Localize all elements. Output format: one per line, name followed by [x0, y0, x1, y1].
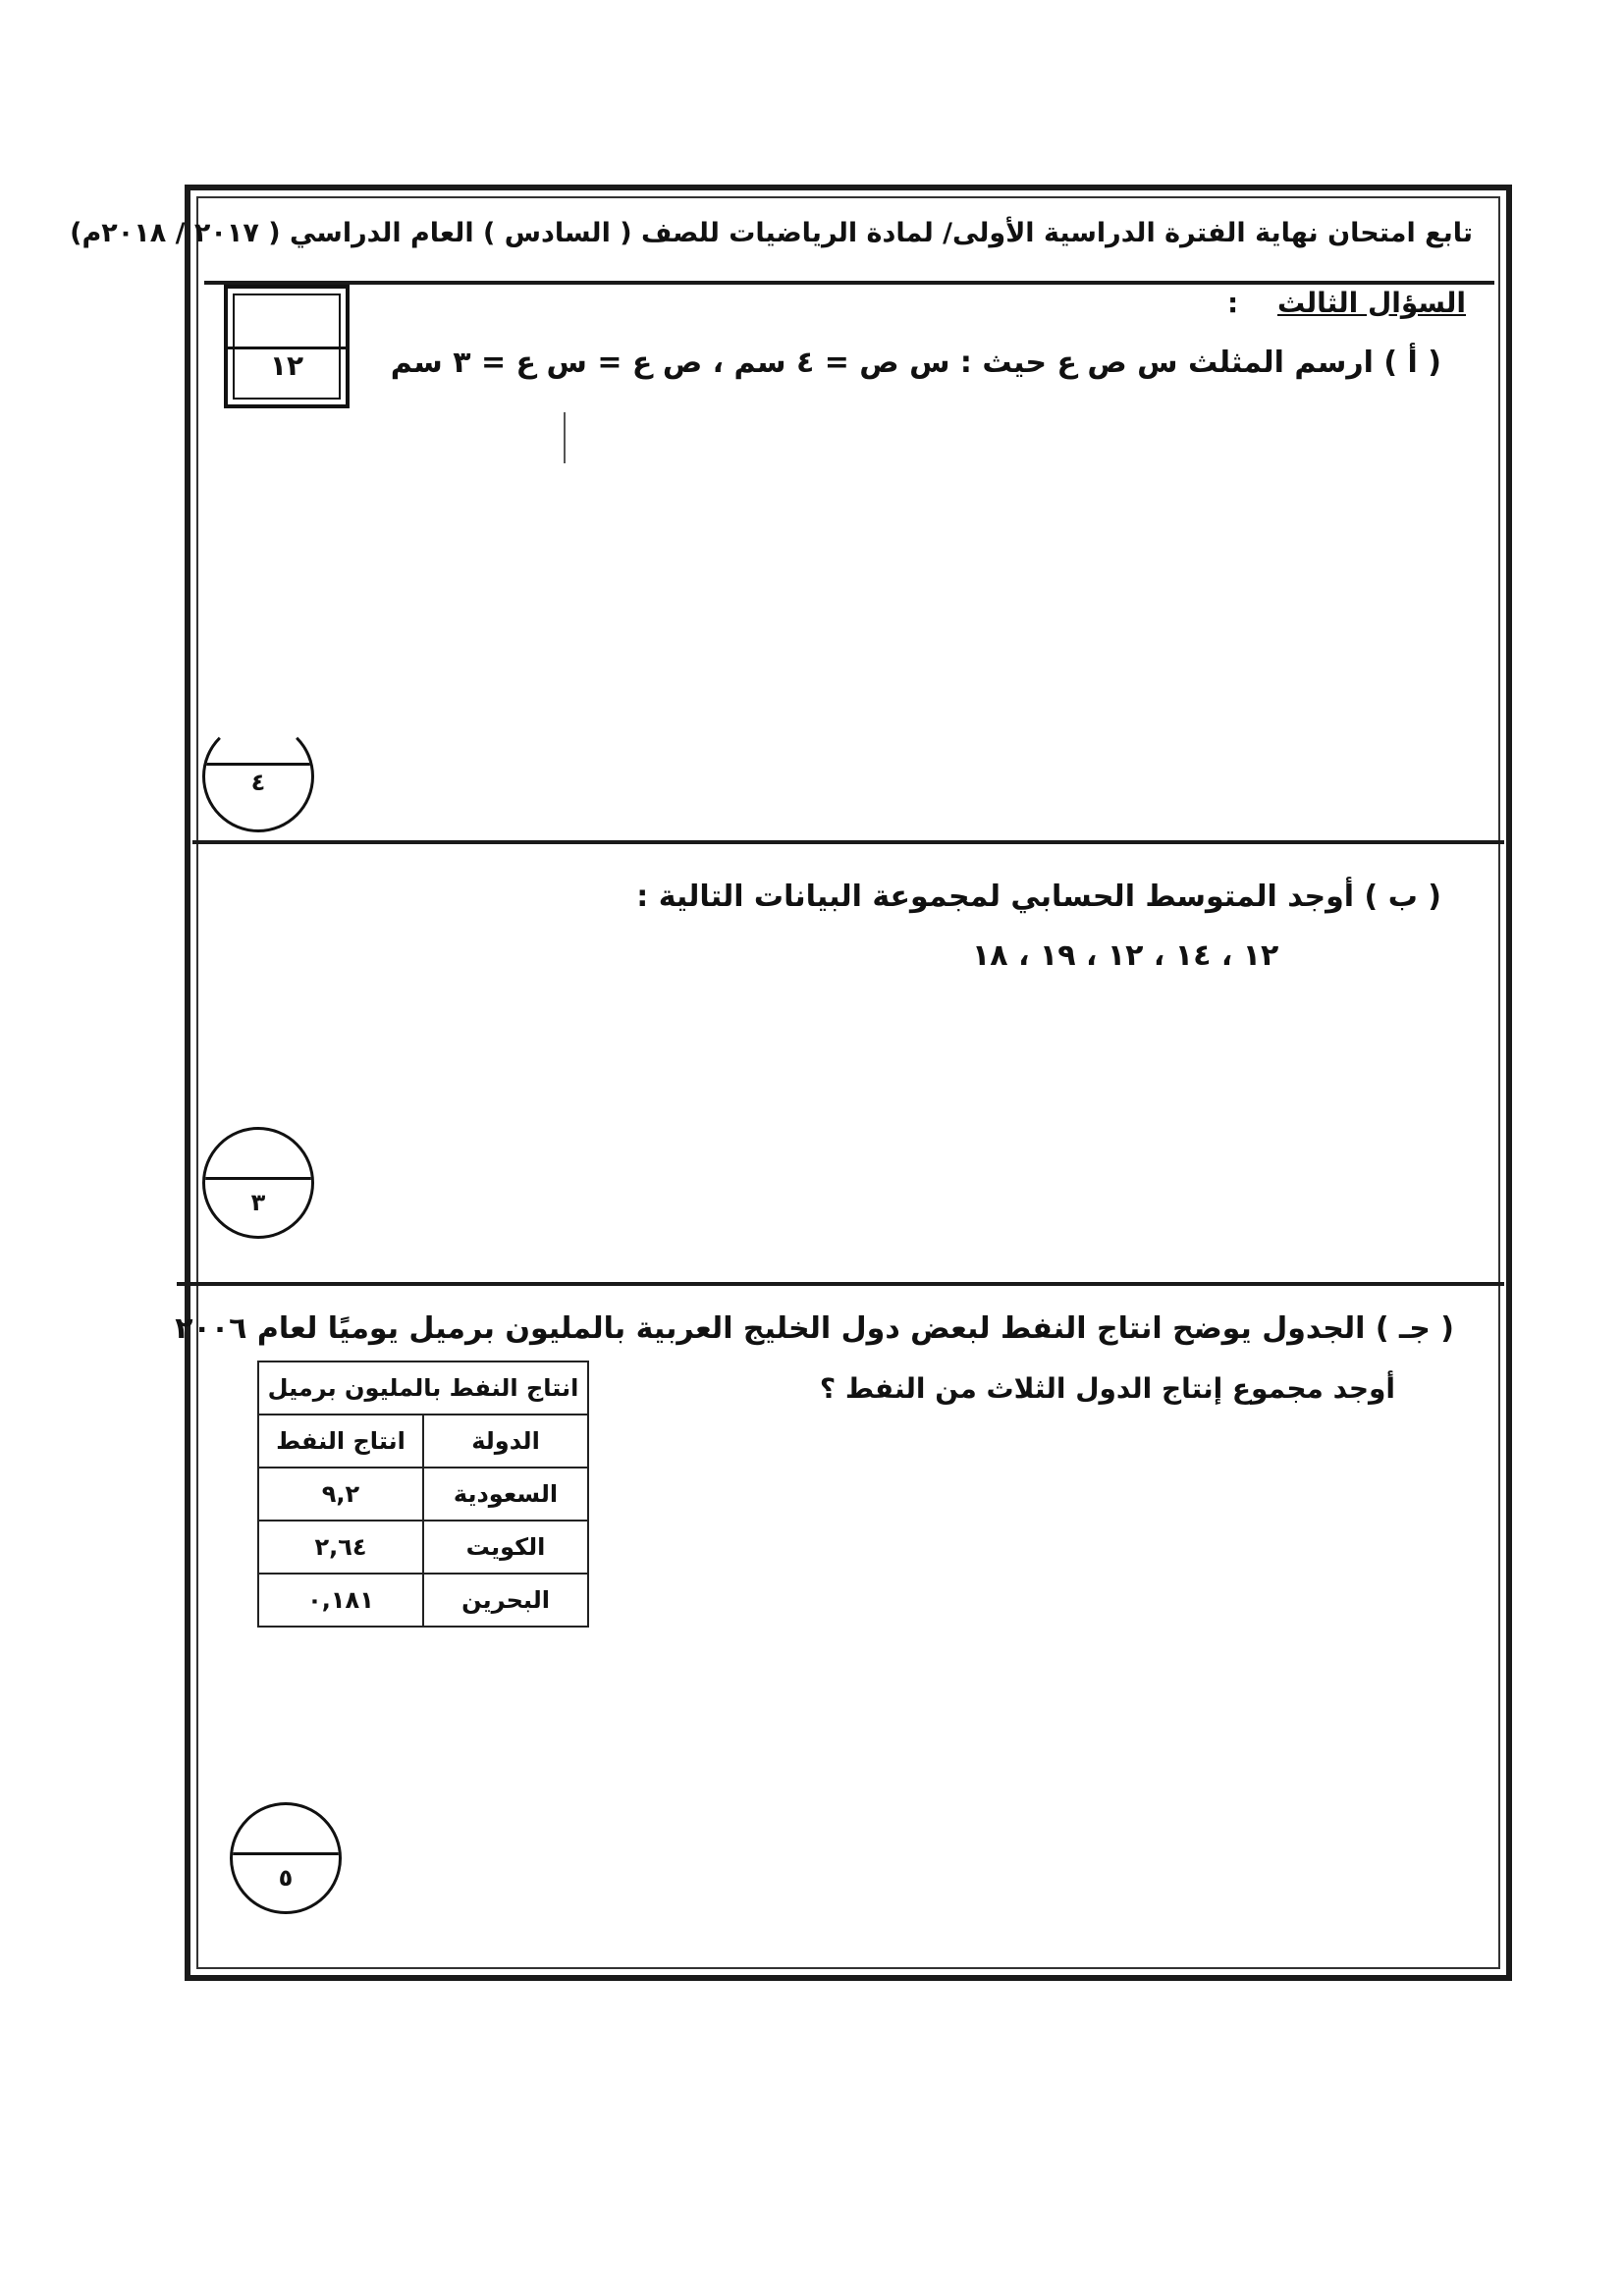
- col-country-header: الدولة: [423, 1415, 588, 1468]
- col-production-header: انتاج النفط: [258, 1415, 423, 1468]
- part-b-data: ١٢ ، ١٤ ، ١٢ ، ١٩ ، ١٨: [972, 938, 1279, 973]
- oil-production-table: [257, 1361, 589, 1628]
- total-mark-box: [224, 285, 350, 408]
- country-cell: الكويت: [423, 1521, 588, 1574]
- section-divider-a: [192, 840, 1504, 844]
- part-c-question: أوجد مجموع إنتاج الدول الثلاث من النفط ؟: [819, 1372, 1395, 1405]
- production-cell: ٢,٦٤: [258, 1521, 423, 1574]
- part-b-mark-circle: [202, 1127, 314, 1239]
- part-c-text: ( جـ ) الجدول يوضح انتاج النفط لبعض دول الخليج العربية بالمليون برميل يوميًا لعام ٢٠٠٦: [175, 1311, 1454, 1346]
- table-row: [258, 1574, 588, 1627]
- table-row: [258, 1468, 588, 1521]
- country-cell: البحرين: [423, 1574, 588, 1627]
- part-c-mark-circle: [230, 1802, 342, 1914]
- table-header-row: [258, 1415, 588, 1468]
- part-c-mark-value: ٥: [278, 1864, 294, 1892]
- part-a-mark-circle: [202, 721, 314, 832]
- exam-header: تابع امتحان نهاية الفترة الدراسية الأولى/ لمادة الرياضيات للصف ( السادس ) العام الدراسي ( ٢٠١٧ / ٢٠١٨م): [70, 218, 1473, 248]
- table-title-row: [258, 1362, 588, 1415]
- production-cell: ٩,٢: [258, 1468, 423, 1521]
- table-row: [258, 1521, 588, 1574]
- total-mark-value: ١٢: [269, 349, 304, 382]
- part-b-text: ( ب ) أوجد المتوسط الحسابي لمجموعة البيانات التالية :: [636, 880, 1441, 914]
- header-rule: [204, 281, 1494, 285]
- production-cell: ٠,١٨١: [258, 1574, 423, 1627]
- country-cell: السعودية: [423, 1468, 588, 1521]
- part-b-mark-value: ٣: [250, 1189, 266, 1216]
- part-a-text: ( أ ) ارسم المثلث س ص ع حيث : س ص = ٤ سم ، ص ع = س ع = ٣ سم: [390, 346, 1441, 380]
- question-title-text: السؤال الثالث: [1276, 287, 1466, 319]
- table-title: انتاج النفط بالمليون برميل: [258, 1362, 588, 1415]
- question-title: [1227, 287, 1466, 319]
- part-a-mark-value: ٤: [250, 769, 266, 796]
- section-divider-b: [177, 1282, 1504, 1286]
- drawing-guide-line: [564, 412, 566, 463]
- question-title-colon: :: [1227, 287, 1239, 319]
- exam-frame: [70, 185, 1512, 1981]
